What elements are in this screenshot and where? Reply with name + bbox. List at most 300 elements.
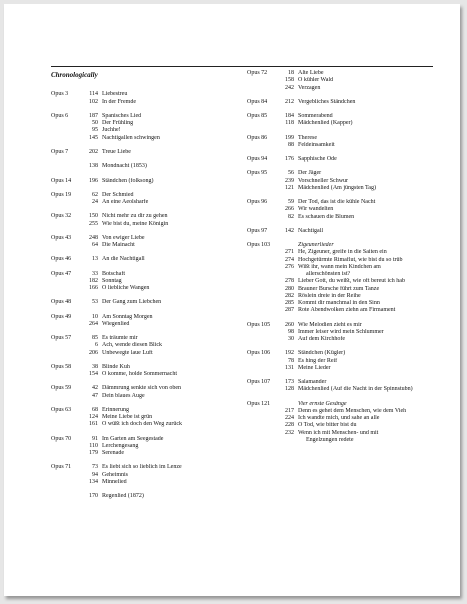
song-title: Wißt ihr, wann mein Kindchen am — [298, 263, 381, 270]
opus-group — [51, 385, 241, 400]
song-title: Salamander — [298, 379, 327, 385]
song-number: 276 — [285, 263, 294, 270]
opus-label: Opus 19 — [51, 191, 72, 198]
song-number — [82, 156, 102, 163]
song-entry — [247, 264, 439, 271]
opus-label — [247, 120, 278, 127]
song-title: Meine Liebe ist grün — [102, 414, 153, 420]
song-entry — [247, 350, 439, 357]
song-entry — [247, 293, 439, 300]
opus-label — [51, 199, 82, 206]
song-number: 47 — [92, 392, 98, 399]
opus-group — [51, 299, 241, 306]
song-entry — [51, 127, 241, 134]
opus-label: Opus 95 — [247, 170, 268, 177]
opus-label — [51, 472, 82, 479]
song-number: 95 — [92, 127, 98, 134]
song-entry — [247, 113, 439, 120]
song-entry — [247, 286, 439, 293]
opus-label: Opus 7 — [51, 148, 69, 155]
song-title: Auf dem Kirchhofe — [298, 336, 345, 342]
song-title: Ich wandte mich, und sahe an alle — [298, 415, 380, 421]
song-title: Dämmrung senkte sich von oben — [102, 385, 181, 392]
song-entry — [51, 213, 241, 220]
opus-group — [247, 99, 439, 106]
song-entry — [51, 135, 241, 142]
opus-label: Opus 86 — [247, 134, 268, 141]
opus-label — [247, 430, 278, 437]
song-number — [82, 486, 102, 493]
song-title: Sommerabend — [298, 113, 333, 119]
song-entry — [51, 235, 241, 242]
song-entry — [51, 479, 241, 486]
opus-group — [51, 91, 241, 106]
song-number: 150 — [89, 213, 98, 220]
opus-label — [51, 486, 82, 493]
opus-group — [51, 364, 241, 379]
song-entry — [247, 415, 439, 422]
opus-group — [247, 135, 439, 150]
song-number: 78 — [288, 357, 294, 364]
song-title: Denn es gehet dem Menschen, wie dem Vieh — [298, 407, 407, 414]
song-entry — [247, 99, 439, 106]
song-entry — [247, 228, 439, 235]
song-title: Botschaft — [102, 270, 125, 277]
opus-label: Opus 105 — [247, 321, 271, 328]
song-number: 192 — [285, 350, 294, 357]
song-entry — [51, 493, 241, 500]
song-number: 6 — [95, 342, 98, 349]
opus-label — [247, 249, 278, 256]
opus-label — [247, 408, 278, 415]
opus-label: Opus 48 — [51, 299, 72, 306]
song-number: 85 — [92, 335, 98, 341]
opus-label: Opus 49 — [51, 313, 72, 320]
song-title: Mondnacht (1853) — [102, 163, 147, 170]
song-number: 102 — [89, 98, 98, 105]
opus-label: Opus 47 — [51, 270, 72, 277]
song-number: 50 — [92, 120, 98, 126]
opus-label — [51, 156, 82, 163]
song-entry — [247, 422, 439, 429]
song-number: 131 — [285, 364, 294, 371]
song-entry — [51, 149, 241, 156]
opus-label — [51, 479, 82, 486]
song-number: 187 — [89, 112, 98, 119]
song-entry — [51, 472, 241, 479]
opus-group — [247, 350, 439, 372]
song-entry — [51, 321, 241, 328]
song-number: 166 — [89, 285, 98, 291]
song-entry — [247, 70, 439, 77]
song-number — [278, 437, 298, 444]
opus-label: Opus 71 — [51, 464, 72, 471]
opus-label — [51, 350, 82, 357]
opus-label — [51, 393, 82, 400]
song-title: Therese — [298, 134, 317, 141]
opus-label — [51, 421, 82, 428]
opus-group — [51, 256, 241, 263]
opus-label: Opus 70 — [51, 435, 72, 442]
song-entry — [247, 77, 439, 84]
song-number: 62 — [92, 191, 98, 198]
opus-label: Opus 85 — [247, 113, 268, 119]
song-number: 264 — [89, 320, 98, 327]
opus-group — [247, 401, 439, 445]
opus-label: Opus 58 — [51, 363, 72, 370]
opus-group — [247, 170, 439, 192]
song-number: 91 — [92, 435, 98, 442]
document-page — [4, 4, 460, 596]
song-title: O liebliche Wangen — [102, 285, 150, 291]
song-number: 278 — [285, 278, 294, 285]
opus-label: Opus 46 — [51, 256, 72, 263]
song-entry — [247, 142, 439, 149]
song-title: Vergebliches Ständchen — [298, 98, 356, 105]
song-title: Juchhe! — [102, 127, 121, 134]
opus-group — [247, 156, 439, 163]
opus-group — [51, 149, 241, 171]
song-number: 59 — [288, 199, 294, 205]
song-number — [278, 401, 298, 408]
song-entry — [247, 408, 439, 415]
song-entry — [247, 278, 439, 285]
song-entry — [51, 314, 241, 321]
song-title: In der Fremde — [102, 98, 136, 105]
song-entry — [247, 85, 439, 92]
opus-group — [51, 436, 241, 458]
song-number: 98 — [288, 328, 294, 335]
song-entry — [247, 336, 439, 343]
song-title: Ständchen (Kügler) — [298, 350, 346, 357]
song-number: 266 — [285, 206, 294, 213]
opus-label — [247, 422, 278, 429]
song-entry — [247, 358, 439, 365]
song-title: Der Tod, das ist die kühle Nacht — [298, 199, 376, 205]
opus-label: Opus 107 — [247, 379, 271, 385]
song-title: Am Sonntag Morgen — [102, 313, 153, 320]
opus-group — [247, 228, 439, 235]
song-entry — [51, 256, 241, 263]
song-number — [278, 271, 298, 278]
song-title: Ständchen (folksong) — [102, 177, 154, 184]
opus-label — [51, 450, 82, 457]
opus-label — [247, 329, 278, 336]
song-entry — [51, 464, 241, 471]
right-column — [247, 70, 439, 451]
opus-label — [247, 257, 278, 264]
song-title: Immer leiser wird mein Schlummer — [298, 328, 384, 335]
song-title: Feldeinsamkeit — [298, 141, 335, 148]
section-heading: Chronologically — [51, 71, 98, 79]
song-number: 228 — [285, 422, 294, 429]
song-title: Der Frühling — [102, 120, 134, 126]
song-title: Sapphische Ode — [298, 156, 337, 162]
song-title: Die Mainacht — [102, 242, 135, 248]
song-entry — [51, 199, 241, 206]
song-number: 182 — [89, 277, 98, 284]
song-entry — [51, 120, 241, 127]
song-entry — [51, 192, 241, 199]
song-number: 287 — [285, 307, 294, 314]
song-title: Von ewiger Liebe — [102, 234, 145, 241]
song-title: O wüßt ich doch den Weg zurück — [102, 421, 183, 428]
song-entry — [51, 486, 241, 493]
song-title: Engelzungen redete — [306, 436, 354, 443]
song-number: 260 — [285, 321, 294, 328]
song-number: 30 — [288, 336, 294, 342]
song-number: 82 — [288, 213, 294, 220]
song-title: Es liebt sich so lieblich im Lenze — [102, 464, 182, 471]
song-number: 13 — [92, 256, 98, 263]
song-number: 142 — [285, 227, 294, 234]
opus-label — [247, 415, 278, 422]
opus-group — [247, 70, 439, 92]
cycle-title: Vier ernste Gesänge — [298, 400, 347, 407]
opus-label: Opus 57 — [51, 335, 72, 341]
song-number — [278, 242, 298, 249]
opus-group — [51, 335, 241, 357]
opus-label — [247, 142, 278, 149]
song-number: 138 — [89, 163, 98, 170]
song-entry — [51, 156, 241, 163]
left-opus-list — [51, 91, 241, 500]
opus-label — [51, 342, 82, 349]
opus-group — [51, 271, 241, 293]
song-title: Serenade — [102, 450, 124, 456]
song-title: O komme, holde Sommernacht — [102, 371, 177, 377]
opus-label: Opus 3 — [51, 91, 69, 98]
song-number: 179 — [89, 450, 98, 456]
opus-label: Opus 121 — [247, 400, 271, 407]
song-title: Dein blaues Auge — [102, 392, 145, 399]
song-number: 73 — [92, 464, 98, 471]
song-title: Lieber Gott, du weißt, wie oft bereut ich hab — [298, 278, 405, 285]
song-entry — [247, 271, 439, 278]
song-entry — [247, 156, 439, 163]
song-title — [102, 486, 241, 493]
song-title: Mädchenlied (Am jüngsten Tag) — [298, 184, 376, 191]
song-title — [102, 156, 241, 163]
opus-label — [51, 443, 82, 450]
song-number: 282 — [285, 292, 294, 299]
opus-label: Opus 6 — [51, 112, 69, 119]
song-title: Wie Melodien zieht es mir — [298, 321, 362, 328]
song-title: Mädchenlied (Auf die Nacht in der Spinnstubn) — [298, 386, 413, 393]
opus-group — [51, 192, 241, 207]
opus-label — [51, 278, 82, 285]
song-number: 94 — [92, 471, 98, 478]
song-title: Es träumte mir — [102, 335, 138, 341]
song-number: 285 — [285, 300, 294, 306]
song-number: 232 — [285, 429, 294, 436]
opus-label — [247, 77, 278, 84]
song-title: Wie bist du, meine Königin — [102, 220, 169, 227]
song-entry — [51, 342, 241, 349]
opus-label: Opus 94 — [247, 156, 268, 162]
song-entry — [247, 249, 439, 256]
song-title: Vorschneller Schwur — [298, 177, 349, 184]
opus-label: Opus 14 — [51, 177, 72, 184]
song-entry — [247, 170, 439, 177]
song-entry — [51, 371, 241, 378]
opus-label — [247, 300, 278, 307]
song-entry — [51, 278, 241, 285]
opus-label — [51, 242, 82, 249]
opus-label — [51, 371, 82, 378]
song-entry — [51, 407, 241, 414]
song-number: 202 — [89, 148, 98, 155]
opus-label — [51, 221, 82, 228]
opus-label — [247, 85, 278, 92]
song-entry — [247, 199, 439, 206]
song-title: Unbewegte laue Luft — [102, 349, 153, 356]
song-title: Liebestreu — [102, 91, 128, 98]
song-entry — [51, 178, 241, 185]
song-entry — [51, 436, 241, 443]
song-title: Lerchengesang — [102, 442, 139, 449]
song-entry — [51, 242, 241, 249]
song-entry — [247, 257, 439, 264]
song-number: 56 — [288, 170, 294, 177]
song-number: 184 — [285, 113, 294, 119]
song-title: Wiegenlied — [102, 320, 130, 327]
song-entry — [247, 242, 439, 249]
song-title: Sonntag — [102, 277, 122, 284]
opus-label — [247, 264, 278, 271]
opus-label — [247, 286, 278, 293]
song-entry — [51, 364, 241, 371]
opus-group — [247, 113, 439, 128]
song-number: 24 — [92, 199, 98, 205]
song-title: O Tod, wie bitter bist du — [298, 422, 357, 429]
song-entry — [51, 443, 241, 450]
song-number: 18 — [288, 70, 294, 76]
song-entry — [247, 379, 439, 386]
song-number: 128 — [285, 386, 294, 393]
opus-label — [247, 214, 278, 221]
opus-label: Opus 43 — [51, 234, 72, 241]
opus-label: Opus 97 — [247, 227, 268, 234]
song-title: Geheimnis — [102, 471, 128, 478]
opus-label — [51, 414, 82, 421]
song-number: 170 — [89, 493, 98, 500]
song-title: Es schauen die Blumen — [298, 213, 355, 220]
song-number: 224 — [285, 415, 294, 421]
song-title: Regenlied (1872) — [102, 493, 144, 500]
song-number: 118 — [285, 120, 294, 127]
opus-group — [51, 407, 241, 429]
opus-label: Opus 72 — [247, 70, 268, 76]
opus-label — [51, 285, 82, 292]
song-number: 121 — [285, 184, 294, 191]
opus-group — [247, 199, 439, 221]
song-title: Wenn ich mit Menschen- und mit — [298, 429, 379, 436]
opus-label — [51, 321, 82, 328]
song-title: Meine Lieder — [298, 364, 331, 371]
song-title: Treue Liebe — [102, 148, 131, 155]
song-entry — [51, 450, 241, 457]
opus-label — [247, 336, 278, 343]
opus-label: Opus 96 — [247, 199, 268, 205]
song-number: 217 — [285, 407, 294, 414]
song-entry — [51, 393, 241, 400]
song-title: Verzagen — [298, 84, 321, 91]
opus-label: Opus 63 — [51, 406, 72, 413]
opus-label — [247, 358, 278, 365]
opus-group — [247, 322, 439, 344]
song-title: Nachtigall — [298, 227, 323, 234]
song-entry — [247, 386, 439, 393]
song-entry — [247, 178, 439, 185]
song-title: Blinde Kuh — [102, 363, 130, 370]
song-entry — [247, 214, 439, 221]
opus-label — [51, 163, 82, 170]
song-entry — [51, 421, 241, 428]
song-number: 274 — [285, 256, 294, 263]
song-title: An die Nachtigall — [102, 256, 145, 263]
song-number: 154 — [89, 371, 98, 377]
song-entry — [51, 350, 241, 357]
song-number: 145 — [89, 134, 98, 141]
song-entry — [51, 285, 241, 292]
song-entry — [247, 329, 439, 336]
song-number: 199 — [285, 134, 294, 141]
song-title: Nachtigallen schwingen — [102, 134, 160, 141]
song-title: Rote Abendwolken ziehn am Firmament — [298, 307, 396, 314]
opus-label — [247, 185, 278, 192]
top-rule — [51, 66, 433, 67]
opus-label: Opus 59 — [51, 385, 72, 392]
song-entry — [247, 365, 439, 372]
song-entry — [247, 120, 439, 127]
song-title: Wir wandelten — [298, 206, 334, 213]
song-entry — [247, 185, 439, 192]
song-title: O kühler Wald — [298, 77, 334, 84]
song-title: Brauner Bursche führt zum Tanze — [298, 285, 380, 292]
song-entry — [51, 385, 241, 392]
opus-group — [51, 314, 241, 329]
song-number: 88 — [288, 141, 294, 148]
opus-group — [51, 213, 241, 228]
song-title: Der Jäger — [298, 170, 322, 177]
song-title: Erinnerung — [102, 406, 129, 413]
song-entry — [51, 271, 241, 278]
opus-label — [51, 99, 82, 106]
opus-group — [247, 242, 439, 315]
song-number: 33 — [92, 270, 98, 277]
song-title: Hochgetürmte Rimaflut, wie bist du so trüb — [298, 256, 403, 263]
song-number: 239 — [285, 177, 294, 184]
song-entry — [247, 401, 439, 408]
song-entry — [247, 206, 439, 213]
opus-group — [51, 178, 241, 185]
opus-label: Opus 103 — [247, 242, 271, 248]
song-title: Der Schmied — [102, 191, 134, 198]
opus-label — [247, 293, 278, 300]
song-number: 173 — [285, 379, 294, 385]
opus-label — [247, 206, 278, 213]
opus-group — [51, 464, 241, 500]
song-number: 124 — [89, 414, 98, 420]
song-title: Nicht mehr zu dir zu gehen — [102, 213, 168, 220]
left-column — [51, 70, 241, 508]
song-entry — [51, 335, 241, 342]
song-number: 42 — [92, 385, 98, 392]
song-title: Ach, wende diesen Blick — [102, 342, 162, 349]
opus-label: Opus 84 — [247, 98, 268, 105]
song-title: Kommt dir manchmal in den Sinn — [298, 300, 380, 306]
